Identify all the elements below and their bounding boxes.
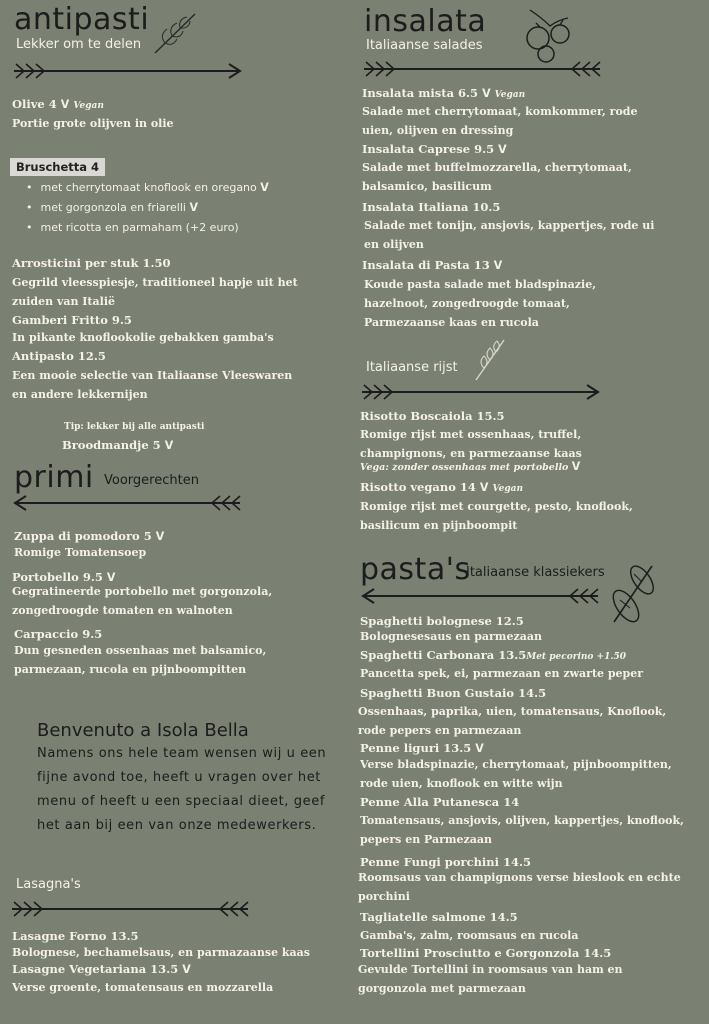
lasagna-veg-item: Lasagne Vegetariana 13.5 ᐯ bbox=[12, 962, 191, 976]
pasta-item-desc: gorgonzola met parmezaan bbox=[358, 982, 526, 995]
bruschetta-list bbox=[10, 178, 269, 238]
carpaccio-name: Carpaccio 9.5 bbox=[14, 627, 103, 641]
veg-icon: ᐯ bbox=[60, 98, 70, 111]
pasta-item-name: Spaghetti bolognese 12.5 bbox=[360, 614, 524, 628]
pasta-item-desc: Ossenhaas, paprika, uien, tomatensaus, Knoflook, bbox=[358, 705, 667, 718]
pasta-item-desc: pepers en Parmezaan bbox=[360, 833, 493, 846]
pasta-salad-desc2: hazelnoot, zongedroogde tomaat, bbox=[364, 297, 570, 310]
pasta-icon bbox=[606, 560, 662, 630]
carpaccio-desc2: parmezaan, rucola en pijnboompitten bbox=[14, 663, 247, 676]
pasta-item-desc: Verse bladspinazie, cherrytomaat, pijnboompitten, bbox=[360, 758, 672, 771]
welcome-title: Benvenuto a Isola Bella bbox=[37, 720, 249, 741]
boscaiola-desc1: Romige rijst met ossenhaas, truffel, bbox=[360, 428, 582, 441]
antipasti-title: antipasti bbox=[14, 2, 150, 37]
primi-subtitle: Voorgerechten bbox=[104, 473, 199, 488]
forno-desc: Bolognese, bechamelsaus, en parmazaanse kaas bbox=[12, 946, 310, 959]
pasta-item-name: Spaghetti Buon Gustaio 14.5 bbox=[360, 686, 547, 700]
italiana-name: Insalata Italiana 10.5 bbox=[362, 200, 501, 214]
arrow-right-divider bbox=[362, 383, 602, 401]
veg-icon: ᐯ bbox=[260, 181, 269, 194]
bruschetta-badge bbox=[10, 156, 105, 175]
italiana-desc2: en olijven bbox=[364, 238, 424, 251]
olive-desc: Portie grote olijven in olie bbox=[12, 117, 174, 130]
welcome-text: Namens ons hele team wensen wij u een fijne avond toe, heeft u vragen over het menu of heeft u een speciaal dieet, geef het aan bij een van onze medewerkers. bbox=[37, 746, 327, 833]
pasta-salad-desc3: Parmezaanse kaas en rucola bbox=[364, 316, 539, 329]
portobello-desc2: zongedroogde tomaten en walnoten bbox=[12, 604, 233, 617]
caprese-item: Insalata Caprese 9.5 ᐯ bbox=[362, 142, 507, 156]
caprese-desc1: Salade met buffelmozzarella, cherrytomaat, bbox=[362, 161, 632, 174]
italiana-desc1: Salade met tonijn, ansjovis, kappertjes, rode ui bbox=[364, 219, 655, 232]
gamberi-name: Gamberi Fritto 9.5 bbox=[12, 313, 132, 327]
pasta-title: pasta's bbox=[360, 552, 471, 587]
antipasti-subtitle: Lekker om te delen bbox=[16, 37, 142, 52]
antipasto-desc1: Een mooie selectie van Italiaanse Vleeswaren bbox=[12, 369, 293, 382]
veg-icon: ᐯ bbox=[571, 460, 581, 473]
pasta-item-name: Tortellini Prosciutto e Gorgonzola 14.5 bbox=[360, 946, 612, 960]
caprese-desc2: balsamico, basilicum bbox=[362, 180, 492, 193]
antipasto-desc2: en andere lekkernijen bbox=[12, 388, 148, 401]
pasta-item-name: Tagliatelle salmone 14.5 bbox=[360, 910, 518, 924]
pasta-item-desc: Pancetta spek, ei, parmezaan en zwarte peper bbox=[360, 667, 644, 680]
olive-item bbox=[12, 95, 104, 116]
bruschetta-label: Bruschetta 4 bbox=[10, 158, 105, 176]
pasta-item-desc: Gamba's, zalm, roomsaus en rucola bbox=[360, 929, 579, 942]
arrow-left-divider bbox=[12, 494, 242, 512]
broodmandje-item bbox=[62, 436, 173, 455]
list-item: • met cherrytomaat knoflook en oregano ᐯ bbox=[26, 178, 269, 198]
gamberi-desc: In pikante knoflookolie gebakken gamba's bbox=[12, 331, 274, 344]
arrosticini-desc1: Gegrild vleesspiesje, traditioneel hapje uit het bbox=[12, 276, 298, 289]
vegano-item: Risotto vegano 14 ᐯ Vegan bbox=[360, 480, 524, 494]
veg-icon: ᐯ bbox=[498, 143, 507, 156]
boscaiola-vega: Vega: zonder ossenhaas met portobello ᐯ bbox=[360, 460, 581, 473]
rijst-title: Italiaanse rijst bbox=[366, 360, 458, 375]
veg-icon: ᐯ bbox=[482, 87, 491, 100]
pasta-salad-item: Insalata di Pasta 13 ᐯ bbox=[362, 258, 503, 272]
veg-icon: ᐯ bbox=[475, 742, 484, 755]
veg-icon: ᐯ bbox=[493, 259, 503, 272]
arrow-double-divider bbox=[364, 60, 604, 78]
vegan-label: Vegan bbox=[492, 484, 524, 494]
pasta-salad-desc1: Koude pasta salade met bladspinazie, bbox=[364, 278, 597, 291]
pecorino-note: Met pecorino +1.50 bbox=[526, 652, 627, 662]
pasta-item-name: Penne Fungi porchini 14.5 bbox=[360, 855, 532, 869]
mista-desc2: uien, olijven en dressing bbox=[362, 124, 514, 137]
tip-text: Tip: lekker bij alle antipasti bbox=[64, 422, 205, 432]
veg-icon: ᐯ bbox=[189, 201, 198, 214]
olive-name: Olive 4 bbox=[12, 97, 57, 111]
vegano-desc2: basilicum en pijnboompit bbox=[360, 519, 518, 532]
pasta-item-desc: Gevulde Tortellini in roomsaus van ham en bbox=[358, 963, 623, 976]
arrow-left-divider bbox=[360, 587, 600, 605]
list-item: • met gorgonzola en friarelli ᐯ bbox=[26, 198, 269, 218]
list-item: • met ricotta en parmaham (+2 euro) bbox=[26, 218, 269, 238]
arrow-double-divider bbox=[12, 900, 252, 918]
vegano-desc1: Romige rijst met courgette, pesto, knoflook, bbox=[360, 500, 633, 513]
pasta-item-desc: Roomsaus van champignons verse bieslook en echte bbox=[358, 871, 681, 884]
arrow-right-divider bbox=[14, 62, 244, 80]
portobello-item: Portobello 9.5 ᐯ bbox=[12, 570, 116, 584]
pasta-item-desc: porchini bbox=[358, 890, 410, 903]
wheat-icon bbox=[470, 336, 510, 382]
boscaiola-name: Risotto Boscaiola 15.5 bbox=[360, 409, 505, 423]
pasta-item-name: Penne Alla Putanesca 14 bbox=[360, 795, 520, 809]
antipasto-name: Antipasto 12.5 bbox=[12, 349, 106, 363]
zuppa-desc: Romige Tomatensoep bbox=[14, 546, 147, 559]
pasta-item-desc: rode pepers en parmezaan bbox=[358, 724, 522, 737]
veg-icon: ᐯ bbox=[106, 571, 116, 584]
mista-desc1: Salade met cherrytomaat, komkommer, rode bbox=[362, 105, 638, 118]
portobello-desc1: Gegratineerde portobello met gorgonzola, bbox=[12, 585, 273, 598]
pasta-item-desc: Tomatensaus, ansjovis, olijven, kappertjes, knoflook, bbox=[360, 814, 684, 827]
pasta-item-desc: Bolognesesaus en parmezaan bbox=[360, 630, 542, 643]
arrosticini-desc2: zuiden van Italië bbox=[12, 295, 115, 308]
boscaiola-desc2: champignons, en parmezaanse kaas bbox=[360, 447, 582, 460]
pasta-item-name: Penne liguri 13.5 ᐯ bbox=[360, 741, 484, 755]
tomato-icon bbox=[520, 6, 580, 64]
forno-name: Lasagne Forno 13.5 bbox=[12, 929, 139, 943]
primi-title: primi bbox=[14, 460, 94, 495]
herb-icon bbox=[150, 8, 200, 58]
pasta-subtitle: Italiaanse klassiekers bbox=[466, 565, 605, 580]
lasagna-title: Lasagna's bbox=[16, 877, 81, 892]
pasta-item-desc: rode uien, knoflook en witte wijn bbox=[360, 777, 563, 790]
zuppa-item: Zuppa di pomodoro 5 ᐯ bbox=[14, 529, 165, 543]
broodmandje-name: Broodmandje 5 bbox=[62, 438, 161, 452]
insalata-title: insalata bbox=[364, 4, 487, 39]
carpaccio-desc1: Dun gesneden ossenhaas met balsamico, bbox=[14, 644, 267, 657]
veg-icon: ᐯ bbox=[182, 963, 191, 976]
mista-item: Insalata mista 6.5 ᐯ Vegan bbox=[362, 86, 526, 100]
lasagna-veg-desc: Verse groente, tomatensaus en mozzarella bbox=[12, 981, 274, 994]
veg-icon: ᐯ bbox=[479, 481, 489, 494]
pasta-item-name: Spaghetti Carbonara 13.5Met pecorino +1.50 bbox=[360, 648, 627, 662]
veg-icon: ᐯ bbox=[155, 530, 165, 543]
insalata-subtitle: Italiaanse salades bbox=[366, 38, 483, 53]
veg-icon: ᐯ bbox=[164, 439, 174, 452]
vegan-label: Vegan bbox=[73, 101, 104, 111]
vegan-label: Vegan bbox=[494, 90, 526, 100]
arrosticini-name: Arrosticini per stuk 1.50 bbox=[12, 256, 171, 270]
